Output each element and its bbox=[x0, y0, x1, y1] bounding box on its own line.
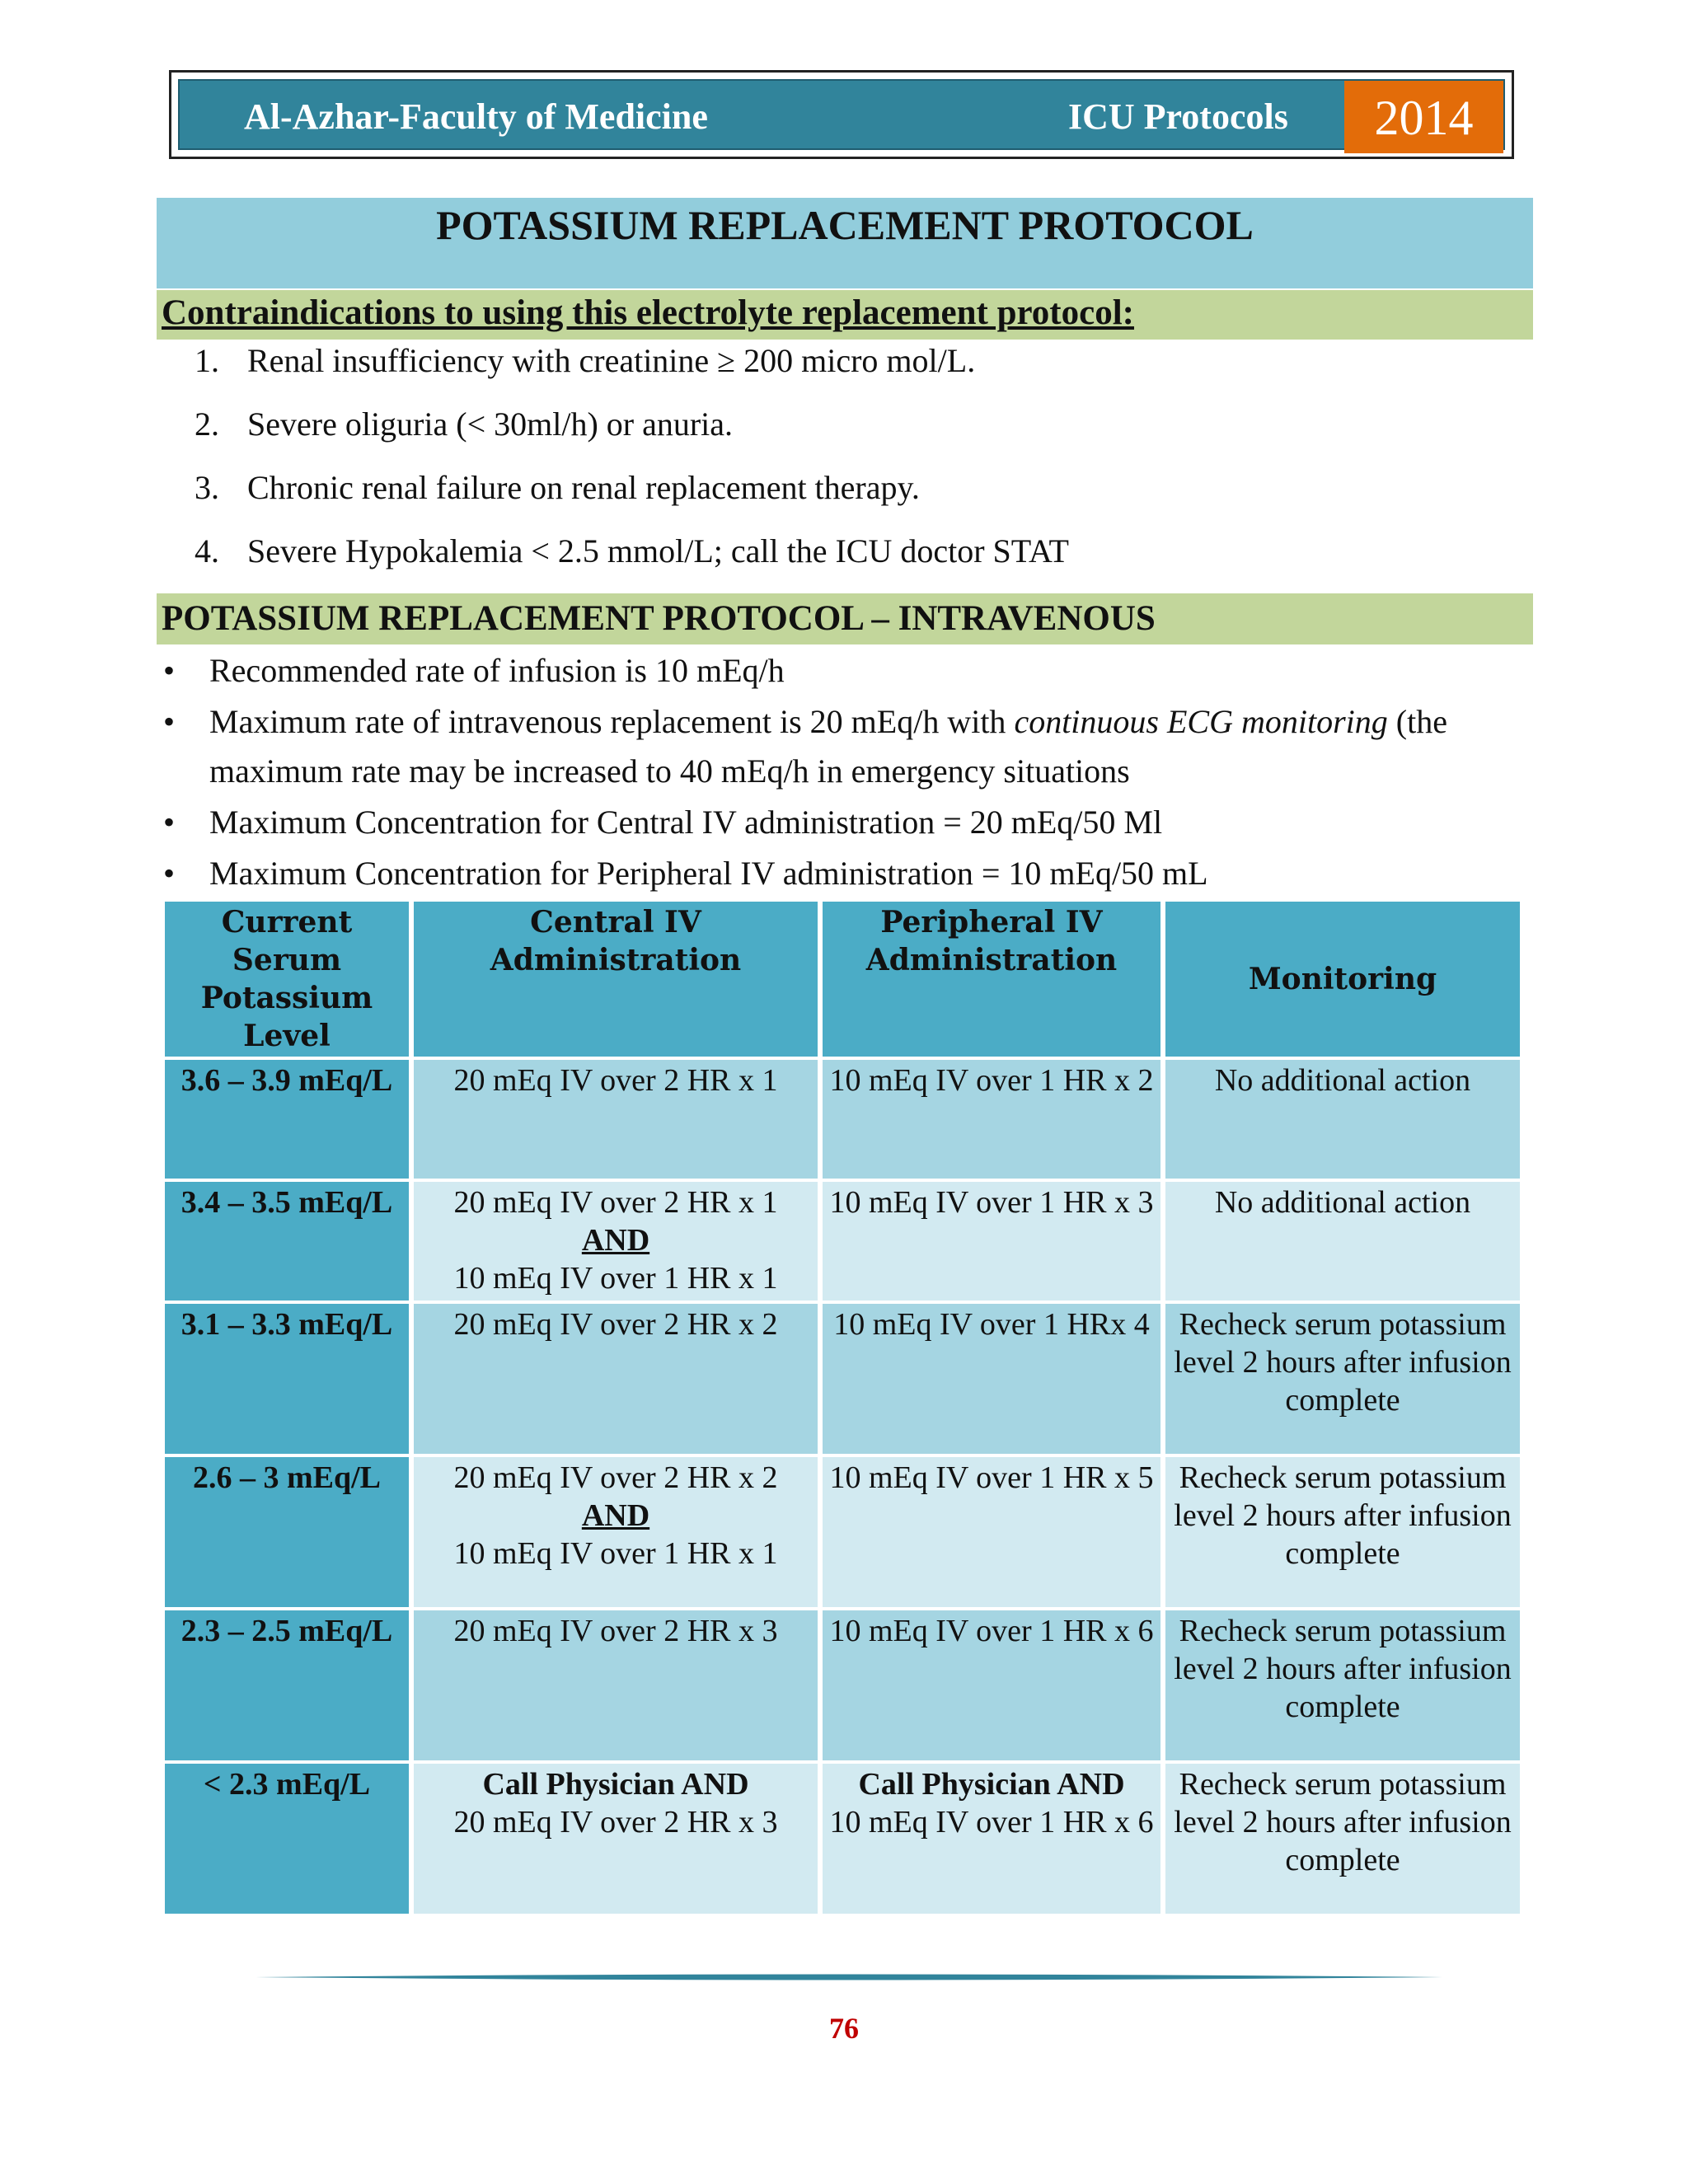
list-number: 2. bbox=[195, 405, 219, 443]
list-text: Severe oliguria (< 30ml/h) or anuria. bbox=[247, 405, 734, 443]
central-cell bbox=[414, 1304, 818, 1457]
peripheral-text: 10 mEq IV over 1 HR x 3 bbox=[829, 1185, 1154, 1220]
table-row bbox=[165, 1610, 1520, 1764]
header-year: 2014 bbox=[1344, 81, 1503, 153]
peripheral-cell bbox=[823, 1457, 1160, 1610]
table-row bbox=[165, 1304, 1520, 1457]
table-header-row bbox=[165, 902, 1520, 1060]
header-level: Current Serum Potassium Level bbox=[165, 902, 409, 1060]
bullet-text: Recommended rate of infusion is 10 mEq/h bbox=[209, 652, 785, 689]
bullet-italic-text: continuous ECG monitoring bbox=[1014, 703, 1388, 740]
table-row bbox=[165, 1764, 1520, 1917]
footer-divider bbox=[256, 1971, 1442, 1983]
list-item bbox=[195, 527, 1069, 590]
central-cell bbox=[414, 1060, 818, 1182]
contraindications-heading-text: Contraindications to using this electrolyte replacement protocol: bbox=[162, 293, 1134, 332]
peripheral-text: 10 mEq IV over 1 HR x 5 bbox=[829, 1460, 1154, 1495]
bullet-icon: • bbox=[163, 855, 176, 892]
list-item bbox=[195, 336, 1069, 400]
page-number: 76 bbox=[829, 2012, 859, 2045]
peripheral-cell bbox=[823, 1764, 1160, 1917]
central-text-2: 10 mEq IV over 1 HR x 1 bbox=[453, 1261, 778, 1296]
bullet-icon: • bbox=[163, 804, 176, 841]
central-text-2: 10 mEq IV over 1 HR x 1 bbox=[453, 1536, 778, 1571]
central-and: AND bbox=[581, 1223, 650, 1258]
peripheral-text: 10 mEq IV over 1 HR x 2 bbox=[829, 1063, 1154, 1098]
central-call-physician: Call Physician AND bbox=[482, 1767, 749, 1802]
central-cell bbox=[414, 1182, 818, 1304]
list-text: Renal insufficiency with creatinine ≥ 200 micro mol/L. bbox=[247, 342, 976, 379]
intravenous-heading: POTASSIUM REPLACEMENT PROTOCOL – INTRAVENOUS bbox=[157, 593, 1533, 644]
contraindications-list bbox=[195, 336, 1069, 590]
central-cell bbox=[414, 1610, 818, 1764]
header-monitoring: Monitoring bbox=[1165, 902, 1520, 1060]
list-item bbox=[195, 463, 1069, 527]
peripheral-call-physician: Call Physician AND bbox=[858, 1767, 1125, 1802]
central-text: 20 mEq IV over 2 HR x 2 bbox=[453, 1460, 778, 1495]
central-cell bbox=[414, 1764, 818, 1917]
header-institution: Al-Azhar-Faculty of Medicine bbox=[244, 96, 708, 137]
level-cell: 3.4 – 3.5 mEq/L bbox=[165, 1182, 409, 1304]
bullet-icon: • bbox=[163, 703, 176, 740]
header-bar bbox=[178, 79, 1505, 150]
central-text: 20 mEq IV over 2 HR x 1 bbox=[453, 1063, 778, 1098]
bullet-item bbox=[157, 798, 1541, 847]
monitoring-cell: Recheck serum potassium level 2 hours after infusion complete bbox=[1165, 1764, 1520, 1917]
header-central: Central IV Administration bbox=[414, 902, 818, 1060]
monitoring-cell: Recheck serum potassium level 2 hours after infusion complete bbox=[1165, 1610, 1520, 1764]
table-row bbox=[165, 1182, 1520, 1304]
central-text: 20 mEq IV over 2 HR x 2 bbox=[453, 1307, 778, 1342]
monitoring-cell: No additional action bbox=[1165, 1060, 1520, 1182]
peripheral-text: 10 mEq IV over 1 HRx 4 bbox=[833, 1307, 1150, 1342]
level-cell: 3.1 – 3.3 mEq/L bbox=[165, 1304, 409, 1457]
peripheral-cell bbox=[823, 1060, 1160, 1182]
bullet-icon: • bbox=[163, 652, 176, 689]
bullet-text: Maximum Concentration for Central IV administration = 20 mEq/50 Ml bbox=[209, 804, 1163, 841]
page-title: POTASSIUM REPLACEMENT PROTOCOL bbox=[157, 198, 1533, 288]
central-cell bbox=[414, 1457, 818, 1610]
monitoring-cell: Recheck serum potassium level 2 hours after infusion complete bbox=[1165, 1457, 1520, 1610]
page-header bbox=[169, 70, 1514, 159]
table-row bbox=[165, 1457, 1520, 1610]
list-text: Severe Hypokalemia < 2.5 mmol/L; call the ICU doctor STAT bbox=[247, 532, 1069, 569]
header-peripheral: Peripheral IV Administration bbox=[823, 902, 1160, 1060]
central-text: 20 mEq IV over 2 HR x 3 bbox=[453, 1805, 778, 1840]
intravenous-bullet-list bbox=[157, 646, 1541, 900]
level-cell: 3.6 – 3.9 mEq/L bbox=[165, 1060, 409, 1182]
level-cell: 2.6 – 3 mEq/L bbox=[165, 1457, 409, 1610]
list-number: 4. bbox=[195, 532, 219, 569]
peripheral-cell bbox=[823, 1182, 1160, 1304]
bullet-item bbox=[157, 697, 1541, 796]
bullet-text: Maximum rate of intravenous replacement is 20 mEq/h with bbox=[209, 703, 1015, 740]
level-cell: < 2.3 mEq/L bbox=[165, 1764, 409, 1917]
list-item bbox=[195, 400, 1069, 463]
bullet-text: Maximum Concentration for Peripheral IV administration = 10 mEq/50 mL bbox=[209, 855, 1208, 892]
central-and: AND bbox=[581, 1498, 650, 1533]
central-text: 20 mEq IV over 2 HR x 1 bbox=[453, 1185, 778, 1220]
bullet-text-cont: (the maximum rate may be increased to 40 mEq/h in emergency situations bbox=[209, 703, 1447, 790]
peripheral-cell bbox=[823, 1610, 1160, 1764]
peripheral-text: 10 mEq IV over 1 HR x 6 bbox=[829, 1614, 1154, 1648]
list-number: 3. bbox=[195, 469, 219, 506]
potassium-protocol-table bbox=[160, 902, 1525, 1917]
contraindications-heading bbox=[157, 290, 1533, 340]
list-text: Chronic renal failure on renal replacement therapy. bbox=[247, 469, 920, 506]
monitoring-cell: Recheck serum potassium level 2 hours after infusion complete bbox=[1165, 1304, 1520, 1457]
bullet-item bbox=[157, 849, 1541, 898]
header-title: ICU Protocols bbox=[1068, 96, 1288, 137]
central-text: 20 mEq IV over 2 HR x 3 bbox=[453, 1614, 778, 1648]
level-cell: 2.3 – 2.5 mEq/L bbox=[165, 1610, 409, 1764]
bullet-item bbox=[157, 646, 1541, 696]
list-number: 1. bbox=[195, 342, 219, 379]
peripheral-cell bbox=[823, 1304, 1160, 1457]
peripheral-text: 10 mEq IV over 1 HR x 6 bbox=[829, 1805, 1154, 1840]
table-row bbox=[165, 1060, 1520, 1182]
monitoring-cell: No additional action bbox=[1165, 1182, 1520, 1304]
